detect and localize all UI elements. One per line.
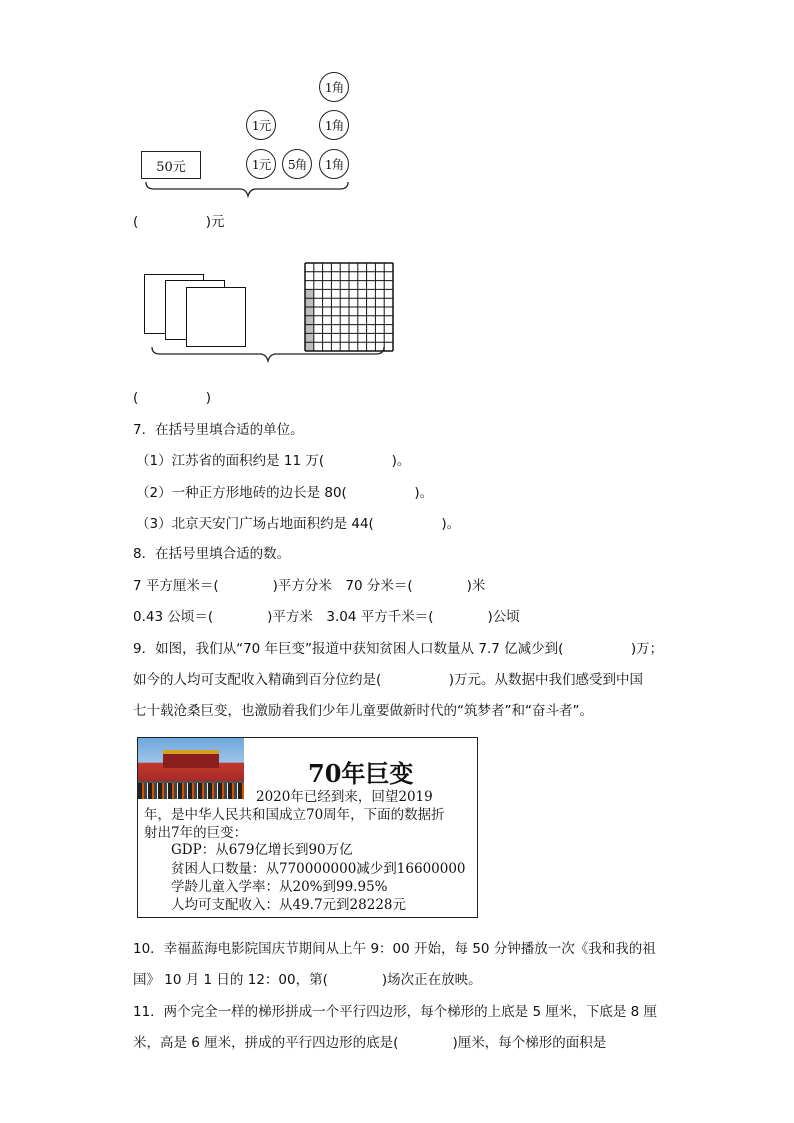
q10-line-2[interactable]: 国》 10 月 1 日的 12：00，第( )场次正在放映。 (133, 972, 482, 988)
shaded-cell (305, 316, 314, 325)
q7-item-1[interactable]: （1）江苏省的面积约是 11 万( )。 (136, 453, 411, 469)
coin-1-jiao: 1角 (319, 149, 349, 179)
news-line: 射出7年的巨变： (144, 825, 248, 841)
shaded-cell (305, 325, 314, 334)
q8-row-1[interactable]: 7 平方厘米＝( )平方分米 70 分米＝( )米 (133, 578, 486, 594)
brace-money (140, 180, 355, 200)
coin-1-jiao: 1角 (319, 110, 349, 140)
q8-title: 8．在括号里填合适的数。 (133, 546, 291, 562)
crowd-shape (138, 783, 244, 799)
hundred-grid (304, 262, 394, 352)
banknote-50: 50元 (141, 151, 201, 179)
q7-item-3[interactable]: （3）北京天安门广场占地面积约是 44( )。 (136, 516, 461, 532)
shaded-cell (305, 298, 314, 307)
answer-yuan-blank[interactable]: ( )元 (133, 214, 225, 230)
coin-1-yuan: 1元 (246, 110, 276, 140)
news-line: 人均可支配收入：从49.7元到28228元 (171, 897, 407, 913)
news-line: 年，是中华人民共和国成立70周年，下面的数据折 (144, 807, 445, 823)
coin-1-yuan: 1元 (246, 149, 276, 179)
coin-1-jiao: 1角 (319, 72, 349, 102)
news-line: 贫困人口数量：从770000000减少到16600000 (171, 861, 466, 877)
q7-item-2[interactable]: （2）一种正方形地砖的边长是 80( )。 (136, 485, 434, 501)
news-line: GDP：从679亿增长到90万亿 (171, 842, 353, 858)
q7-title: 7．在括号里填合适的单位。 (133, 422, 304, 438)
shaded-cell (305, 333, 314, 342)
shaded-cell (305, 307, 314, 316)
news-line: 学龄儿童入学率：从20%到99.95% (171, 879, 388, 895)
answer-area-blank[interactable]: ( ) (133, 390, 212, 406)
shaded-cell (305, 289, 314, 298)
q9-line-3: 七十载沧桑巨变，也激励着我们少年儿童要做新时代的“筑梦者”和“奋斗者”。 (133, 703, 593, 719)
unit-square (186, 287, 246, 347)
coin-5-jiao: 5角 (282, 149, 312, 179)
news-line: 2020年已经到来，回望2019 (256, 789, 433, 805)
q10-line-1: 10．幸福蓝海电影院国庆节期间从上午 9：00 开始，每 50 分钟播放一次《我和我的祖 (133, 941, 656, 957)
q11-line-2[interactable]: 米，高是 6 厘米，拼成的平行四边形的底是( )厘米，每个梯形的面积是 (133, 1035, 607, 1051)
q11-line-1: 11．两个完全一样的梯形拼成一个平行四边形，每个梯形的上底是 5 厘米，下底是 8 厘 (133, 1004, 658, 1020)
q9-line-1[interactable]: 9．如图，我们从“70 年巨变”报道中获知贫困人口数量从 7.7 亿减少到( )万； (133, 641, 664, 657)
news-box (137, 737, 478, 918)
q8-row-2[interactable]: 0.43 公顷＝( )平方米 3.04 平方千米＝( )公顷 (133, 609, 520, 625)
q9-line-2[interactable]: 如今的人均可支配收入精确到百分位约是( )万元。从数据中我们感受到中国 (133, 672, 644, 688)
news-title: 70年巨变 (308, 759, 414, 788)
brace-area (148, 346, 393, 366)
gate-shape (163, 750, 219, 768)
tiananmen-photo (138, 738, 244, 799)
